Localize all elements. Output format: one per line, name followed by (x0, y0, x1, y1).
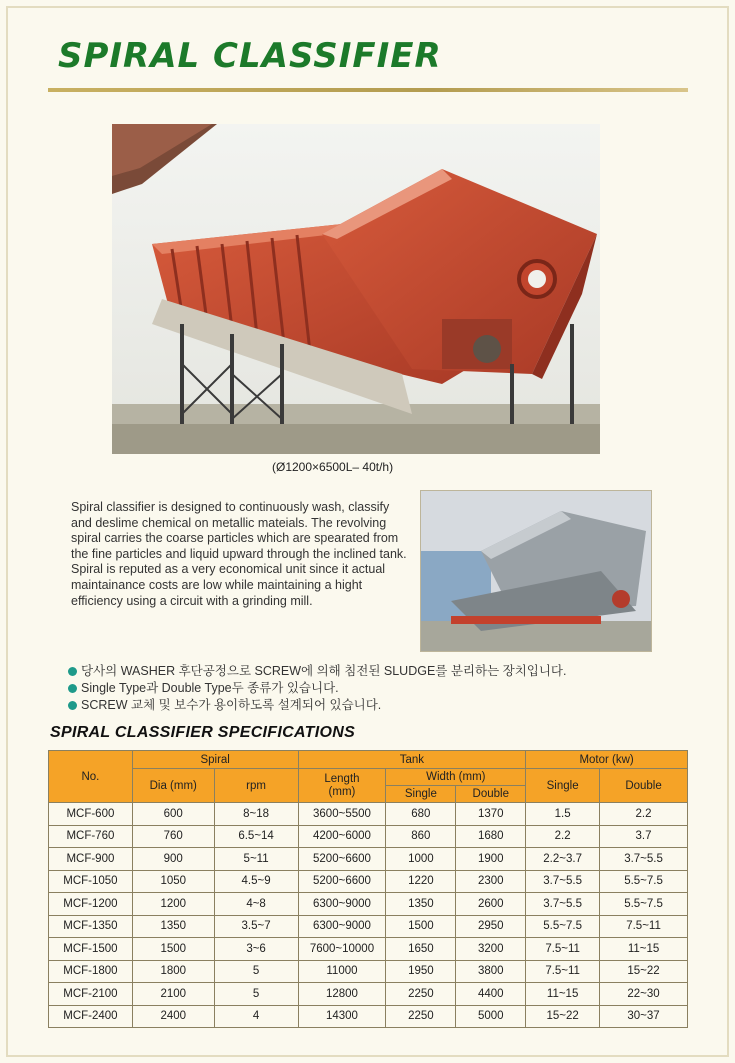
cell-rpm: 5~11 (214, 848, 298, 871)
header-width: Width (mm) (386, 769, 526, 786)
cell-no: MCF-2100 (49, 983, 133, 1006)
cell-no: MCF-1200 (49, 893, 133, 916)
spiral-classifier-photo (112, 124, 600, 454)
cell-length: 12800 (298, 983, 386, 1006)
cell-motor-single: 7.5~11 (526, 938, 600, 961)
table-row (49, 938, 688, 961)
cell-length: 6300~9000 (298, 893, 386, 916)
cell-dia: 1800 (132, 960, 214, 983)
header-spiral: Spiral (132, 751, 298, 769)
table-row (49, 983, 688, 1006)
list-item (68, 680, 566, 697)
cell-motor-double: 22~30 (600, 983, 688, 1006)
cell-motor-single: 3.7~5.5 (526, 870, 600, 893)
cell-no: MCF-760 (49, 825, 133, 848)
photo-caption: (Ø1200×6500L– 40t/h) (272, 460, 394, 474)
header-width-double: Double (456, 786, 526, 803)
table-row (49, 915, 688, 938)
table-row (49, 825, 688, 848)
cell-rpm: 4~8 (214, 893, 298, 916)
cell-dia: 1350 (132, 915, 214, 938)
list-item-text: SCREW 교체 및 보수가 용이하도록 설계되어 있습니다. (81, 698, 382, 712)
table-row (49, 870, 688, 893)
cell-width-double: 2950 (456, 915, 526, 938)
specifications-title: SPIRAL CLASSIFIER SPECIFICATIONS (50, 724, 356, 741)
cell-width-single: 2250 (386, 983, 456, 1006)
page-title: SPIRAL CLASSIFIER (58, 36, 442, 76)
cell-motor-double: 30~37 (600, 1005, 688, 1028)
cell-motor-single: 2.2~3.7 (526, 848, 600, 871)
spiral-classifier-illustration (112, 124, 600, 454)
list-item-text: 당사의 WASHER 후단공정으로 SCREW에 의해 침전된 SLUDGE를 분리하는 장치입니다. (81, 664, 567, 678)
cell-motor-single: 11~15 (526, 983, 600, 1006)
header-motor-single: Single (526, 769, 600, 803)
cell-motor-single: 3.7~5.5 (526, 893, 600, 916)
table-row (49, 1005, 688, 1028)
header-length: Length (mm) (298, 769, 386, 803)
cell-dia: 2400 (132, 1005, 214, 1028)
header-motor: Motor (kw) (526, 751, 688, 769)
cell-width-double: 3800 (456, 960, 526, 983)
bullet-icon (68, 684, 77, 693)
cell-motor-single: 5.5~7.5 (526, 915, 600, 938)
cell-no: MCF-900 (49, 848, 133, 871)
cell-no: MCF-2400 (49, 1005, 133, 1028)
cell-length: 5200~6600 (298, 848, 386, 871)
cell-rpm: 3.5~7 (214, 915, 298, 938)
cell-rpm: 5 (214, 960, 298, 983)
list-item-text: Single Type과 Double Type두 종류가 있습니다. (81, 681, 339, 695)
cell-no: MCF-1800 (49, 960, 133, 983)
cell-no: MCF-1350 (49, 915, 133, 938)
cell-width-double: 1680 (456, 825, 526, 848)
cell-rpm: 4 (214, 1005, 298, 1028)
header-width-single: Single (386, 786, 456, 803)
cell-motor-double: 7.5~11 (600, 915, 688, 938)
cell-width-double: 3200 (456, 938, 526, 961)
cell-motor-single: 15~22 (526, 1005, 600, 1028)
cell-dia: 900 (132, 848, 214, 871)
table-row (49, 893, 688, 916)
cell-width-single: 1500 (386, 915, 456, 938)
cell-width-double: 2600 (456, 893, 526, 916)
cell-rpm: 8~18 (214, 803, 298, 826)
cell-width-single: 1950 (386, 960, 456, 983)
cell-length: 7600~10000 (298, 938, 386, 961)
cell-motor-double: 11~15 (600, 938, 688, 961)
cell-width-double: 4400 (456, 983, 526, 1006)
table-row (49, 960, 688, 983)
table-row (49, 848, 688, 871)
specifications-table (48, 750, 688, 1028)
cell-width-single: 1220 (386, 870, 456, 893)
cell-dia: 1050 (132, 870, 214, 893)
cell-motor-double: 2.2 (600, 803, 688, 826)
cell-width-single: 680 (386, 803, 456, 826)
cell-motor-double: 15~22 (600, 960, 688, 983)
cell-width-single: 1350 (386, 893, 456, 916)
cell-motor-double: 5.5~7.5 (600, 893, 688, 916)
cell-length: 11000 (298, 960, 386, 983)
cell-dia: 1200 (132, 893, 214, 916)
cell-length: 6300~9000 (298, 915, 386, 938)
cell-dia: 600 (132, 803, 214, 826)
table-row (49, 803, 688, 826)
cell-rpm: 4.5~9 (214, 870, 298, 893)
cell-rpm: 6.5~14 (214, 825, 298, 848)
cell-rpm: 5 (214, 983, 298, 1006)
cell-no: MCF-600 (49, 803, 133, 826)
cell-width-single: 1650 (386, 938, 456, 961)
cell-width-double: 2300 (456, 870, 526, 893)
cell-width-double: 5000 (456, 1005, 526, 1028)
header-motor-double: Double (600, 769, 688, 803)
title-rule (48, 88, 688, 92)
cell-dia: 760 (132, 825, 214, 848)
cell-motor-single: 1.5 (526, 803, 600, 826)
header-dia: Dia (mm) (132, 769, 214, 803)
list-item (68, 697, 566, 714)
header-tank: Tank (298, 751, 526, 769)
header-no: No. (49, 751, 133, 803)
cell-motor-double: 3.7 (600, 825, 688, 848)
cell-motor-double: 3.7~5.5 (600, 848, 688, 871)
cell-motor-double: 5.5~7.5 (600, 870, 688, 893)
cell-length: 5200~6600 (298, 870, 386, 893)
bullet-icon (68, 667, 77, 676)
cell-width-double: 1370 (456, 803, 526, 826)
cell-width-single: 2250 (386, 1005, 456, 1028)
description-text: Spiral classifier is designed to continuously wash, classify and deslime chemical on metallic mateials. The revolving spiral carries the coarse particles which are spearated from the fine particles and liquid upward through the inclined tank. Spiral is reputed as a very economical unit since it actual maintainance costs are low while maintaining a hight efficiency using a circuit with a grinding mill. (71, 500, 407, 608)
bullet-icon (68, 701, 77, 710)
cell-dia: 1500 (132, 938, 214, 961)
header-rpm: rpm (214, 769, 298, 803)
cell-length: 14300 (298, 1005, 386, 1028)
specifications-table-body (49, 803, 688, 1028)
cell-width-single: 1000 (386, 848, 456, 871)
feature-list (68, 663, 566, 714)
cell-length: 4200~6000 (298, 825, 386, 848)
double-classifier-illustration (421, 491, 651, 651)
cell-no: MCF-1500 (49, 938, 133, 961)
cell-length: 3600~5500 (298, 803, 386, 826)
cell-no: MCF-1050 (49, 870, 133, 893)
list-item (68, 663, 566, 680)
double-classifier-photo (420, 490, 652, 652)
cell-dia: 2100 (132, 983, 214, 1006)
cell-motor-single: 2.2 (526, 825, 600, 848)
cell-rpm: 3~6 (214, 938, 298, 961)
cell-width-single: 860 (386, 825, 456, 848)
cell-width-double: 1900 (456, 848, 526, 871)
cell-motor-single: 7.5~11 (526, 960, 600, 983)
